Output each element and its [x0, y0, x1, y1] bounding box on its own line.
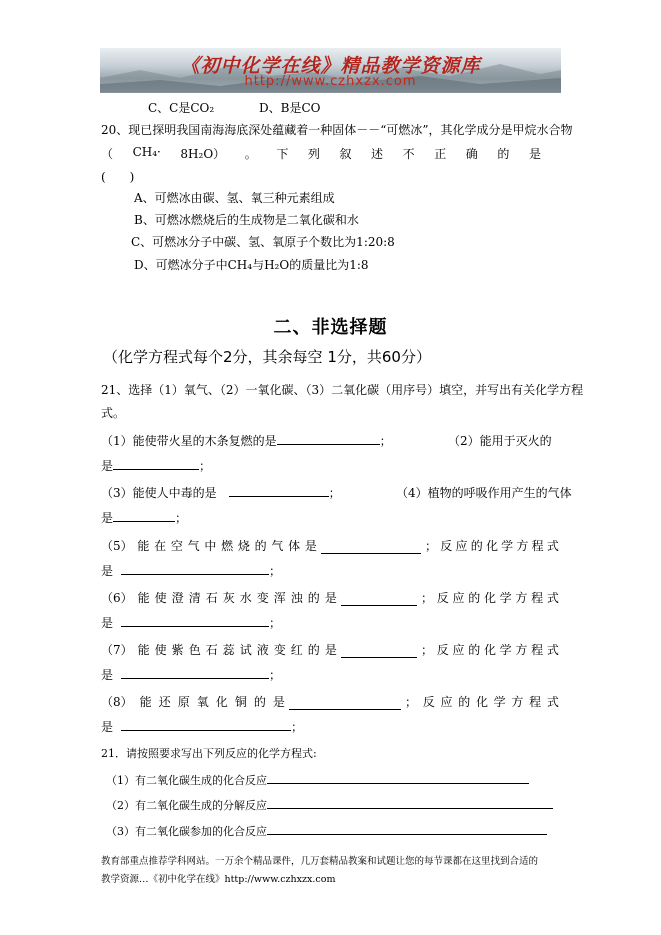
answer-blank[interactable]	[341, 593, 417, 606]
q19-option-c: C、C是CO₂	[148, 101, 215, 115]
answer-blank[interactable]	[267, 822, 547, 835]
q21-item-6: （6） 能 使 澄 清 石 灰 水 变 浑 浊 的 是 ； 反 应 的 化 学 方 程 式	[101, 591, 559, 605]
q22-item-1: （1）有二氧化碳生成的化合反应	[106, 771, 529, 788]
q21-intro-line2: 式。	[101, 406, 126, 420]
q21-item-6-eq: 是 ；	[101, 616, 282, 630]
footer-line1: 教育部重点推荐学科网站。一万余个精品课件，几万套精品教案和试题让您的每节课都在这里找到合适的	[101, 856, 539, 867]
q21-item-5-eq: 是 ；	[101, 564, 282, 578]
section-title: 二、非选择题	[273, 317, 388, 338]
q21-item-1: （1）能使带火星的木条复燃的是 ；	[101, 434, 392, 448]
answer-blank[interactable]	[267, 796, 553, 809]
q21-item-7: （7） 能 使 紫 色 石 蕊 试 液 变 红 的 是 ； 反 应 的 化 学 方 程 式	[101, 643, 559, 657]
q20-option-d: D、可燃冰分子中CH₄与H₂O的质量比为1:8	[134, 258, 369, 272]
answer-blank[interactable]	[121, 718, 291, 731]
q21-item-2: （2）能用于灭火的	[448, 434, 552, 448]
q20-answer-paren: ( )	[101, 170, 135, 184]
q20-stem-line2: （ CH₄· 8H₂O） 。 下 列 叙 述 不 正 确 的 是	[101, 145, 541, 161]
q21-item-8: （8） 能 还 原 氧 化 铜 的 是 ； 反 应 的 化 学 方 程 式	[101, 695, 559, 709]
answer-blank[interactable]	[229, 484, 329, 497]
answer-blank[interactable]	[113, 457, 199, 470]
answer-blank[interactable]	[121, 562, 269, 575]
banner-title: 《初中化学在线》精品教学资源库	[180, 55, 481, 77]
answer-blank[interactable]	[277, 432, 380, 445]
q22-intro: 21．请按照要求写出下列反应的化学方程式:	[101, 747, 317, 760]
answer-blank[interactable]	[321, 541, 421, 554]
answer-blank[interactable]	[113, 509, 175, 522]
q21-item-8-eq: 是 ；	[101, 720, 304, 734]
q22-item-3: （3）有二氧化碳参加的化合反应	[106, 822, 547, 839]
section-subtitle: （化学方程式每个2分，其余每空 1分，共60分）	[103, 348, 431, 366]
answer-blank[interactable]	[267, 771, 529, 784]
q21-item-5: （5） 能 在 空 气 中 燃 烧 的 气 体 是 ； 反 应 的 化 学 方 程 式	[101, 539, 559, 553]
q19-option-d: D、B是CO	[259, 101, 321, 115]
q21-item-2-cont: 是 ；	[101, 459, 212, 473]
q22-item-2: （2）有二氧化碳生成的分解反应	[106, 796, 553, 813]
footer-line2: 教学资源…《初中化学在线》http://www.czhxzx.com	[101, 874, 336, 885]
answer-blank[interactable]	[121, 666, 269, 679]
q21-item-7-eq: 是 ；	[101, 668, 282, 682]
q20-stem-line1: 20、现已探明我国南海海底深处蕴藏着一种固体－－“可燃冰”，其化学成分是甲烷水合物	[101, 123, 573, 137]
q21-item-4: （4）植物的呼吸作用产生的气体	[396, 486, 572, 500]
header-banner	[100, 48, 561, 93]
answer-blank[interactable]	[121, 614, 269, 627]
banner-url-link[interactable]: http://www.czhxzx.com	[244, 74, 417, 89]
q20-option-b: B、可燃冰燃烧后的生成物是二氧化碳和水	[134, 213, 359, 227]
q20-option-a: A、可燃冰由碳、氢、氧三种元素组成	[134, 191, 335, 205]
q21-item-4-cont: 是 ；	[101, 511, 188, 525]
answer-blank[interactable]	[341, 645, 417, 658]
q21-item-3: （3）能使人中毒的是 ；	[101, 486, 341, 500]
answer-blank[interactable]	[289, 697, 401, 710]
q21-intro-line1: 21、选择（1）氧气、（2）一氧化碳、（3）二氧化碳（用序号）填空，并写出有关化学方程	[101, 383, 584, 397]
q20-option-c: C、可燃冰分子中碳、氢、氧原子个数比为1:20:8	[131, 235, 395, 249]
